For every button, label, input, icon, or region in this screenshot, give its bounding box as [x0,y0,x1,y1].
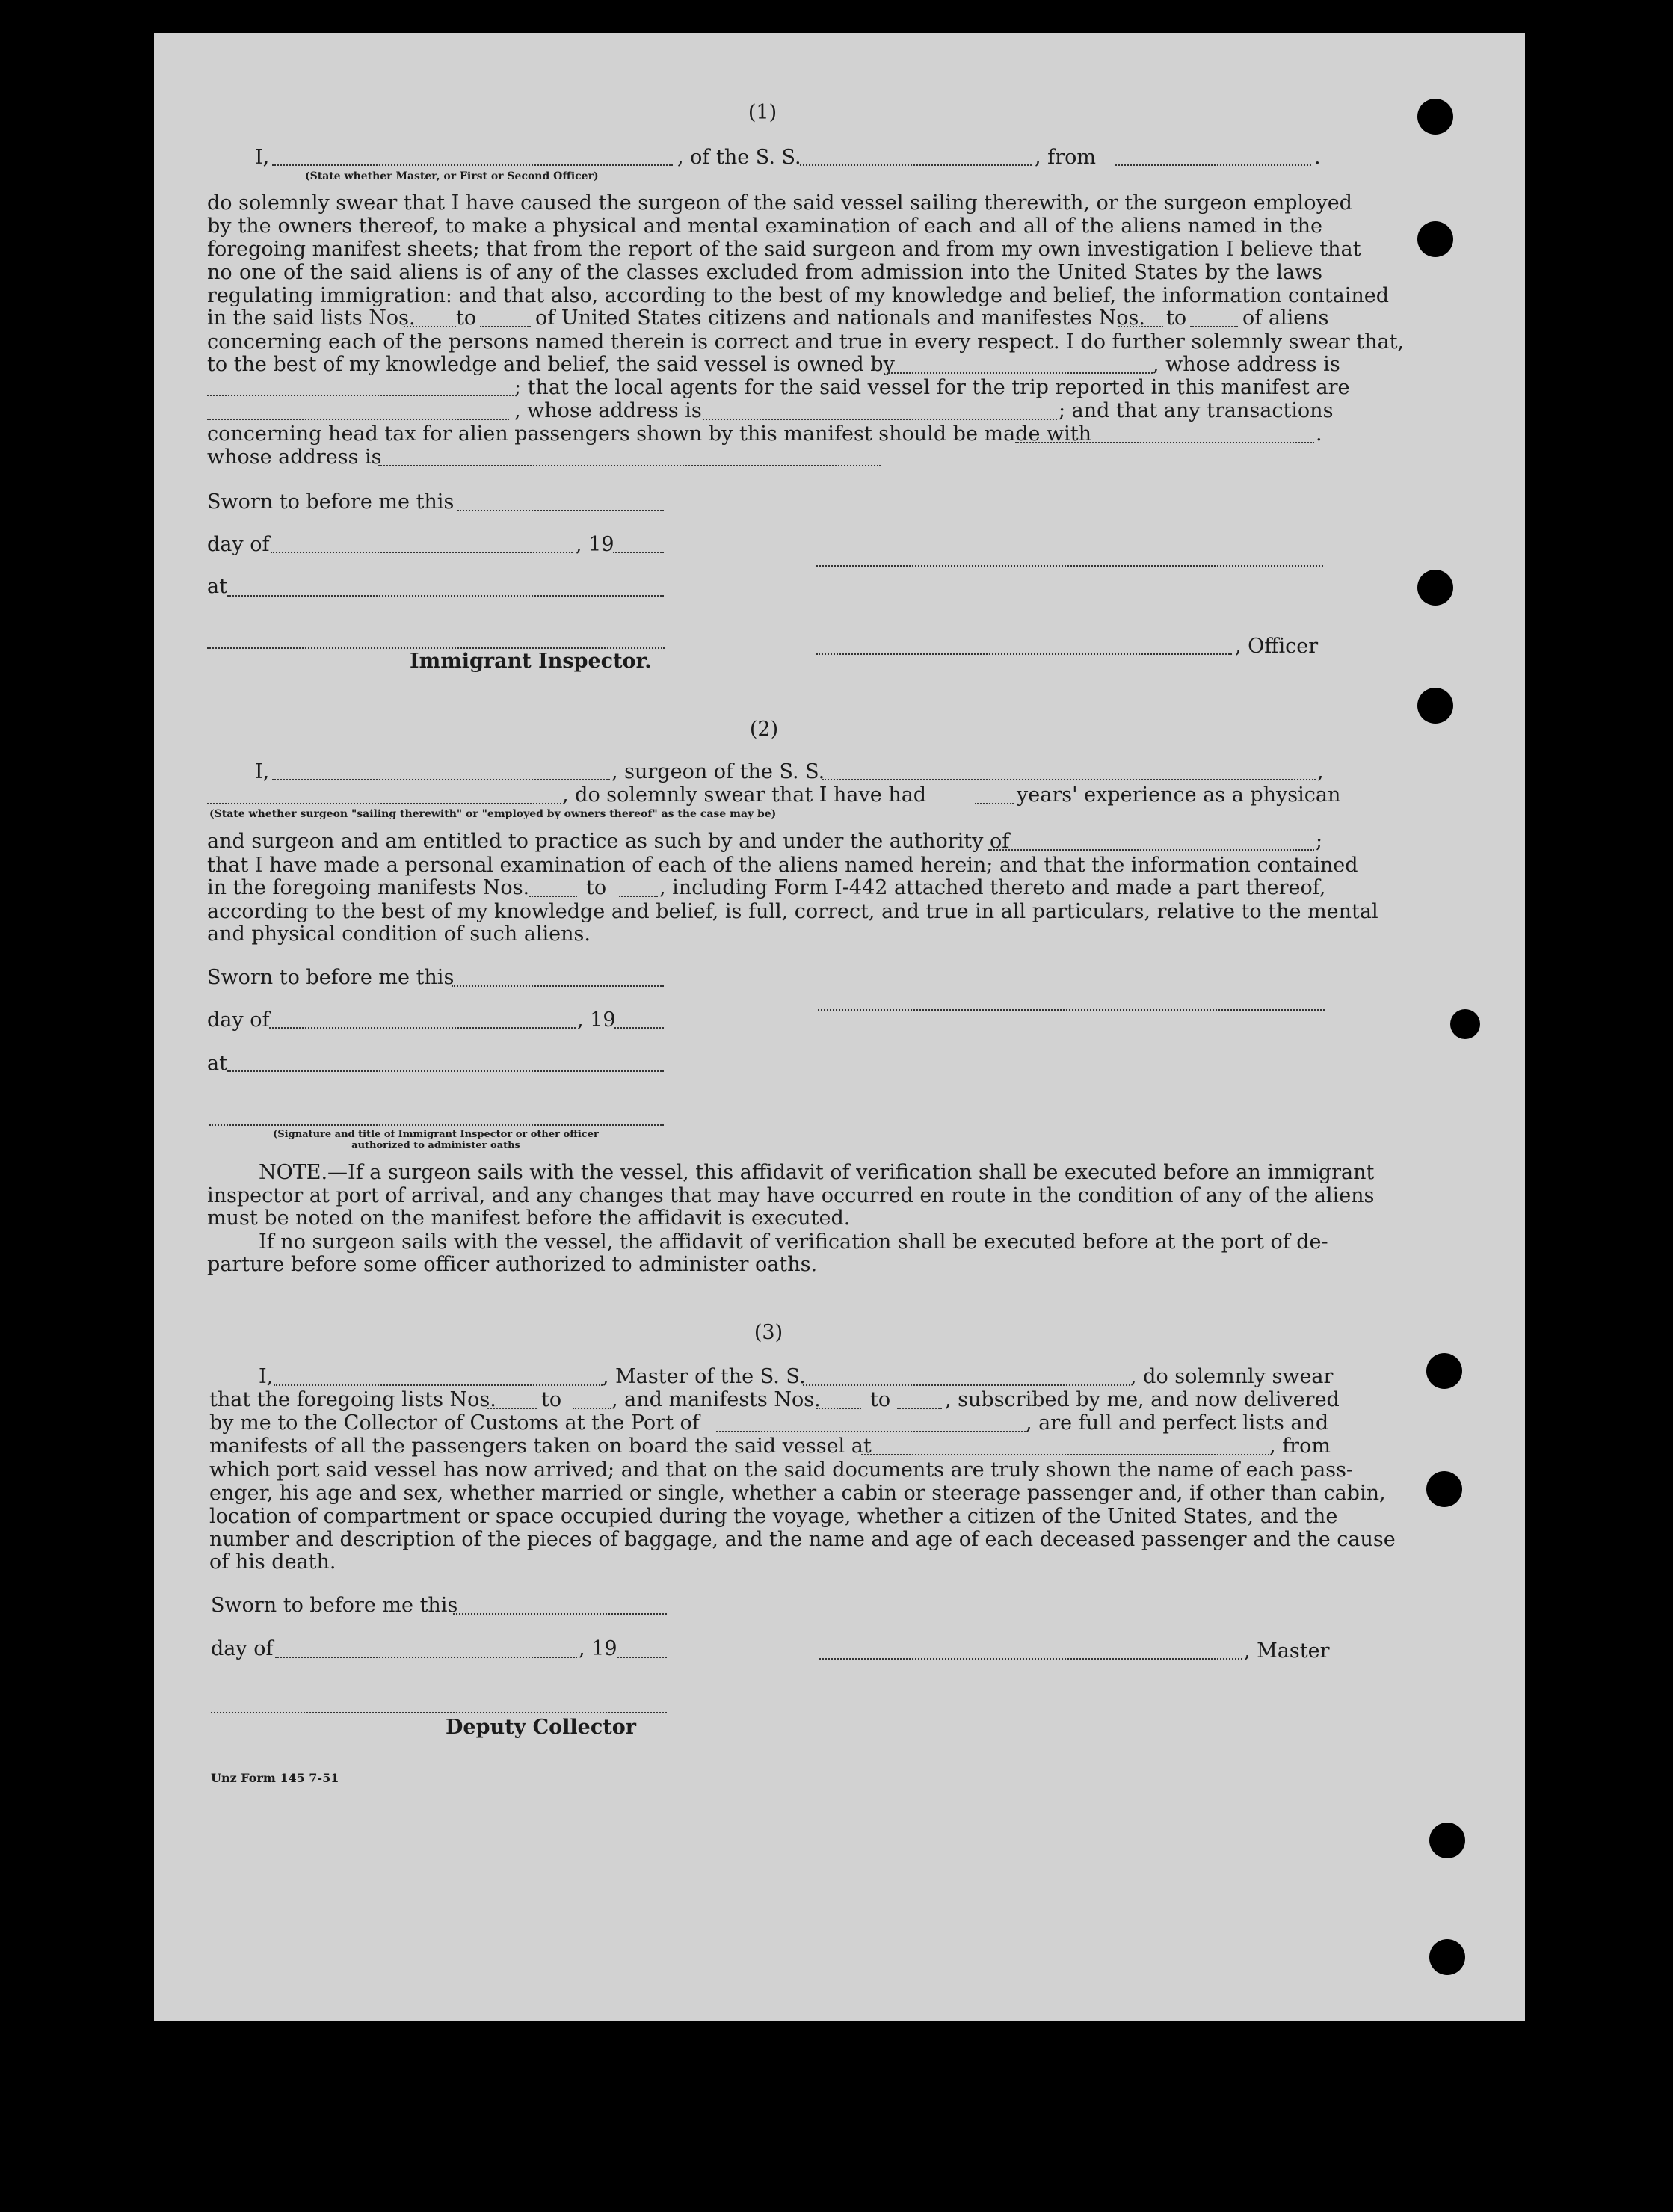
sec2-sworn: Sworn to before me this [207,966,455,989]
sec2-i: I, [255,760,270,783]
form-number: Unz Form 145 7-51 [211,1771,339,1785]
sec2-line: according to the best of my knowledge and belief, is full, correct, and true in all particulars, relative to the mental [207,900,1378,923]
sec2-l5b: , including Form I-442 attached thereto and made a part thereof, [659,876,1326,899]
sec3-l2c: , subscribed by me, and now delivered [945,1388,1340,1411]
master-label: , Master [1244,1639,1330,1663]
sec3-to: to [541,1388,562,1411]
sec2-day-of: day of [207,1008,270,1032]
sec1-l9: ; that the local agents for the said vessel for the trip reported in this manifest are [514,376,1350,399]
port-field[interactable] [716,1431,1026,1432]
year-field[interactable] [613,552,664,553]
sec3-line: location of compartment or space occupied during the voyage, whether a citizen of the United States, and the [209,1505,1338,1528]
sec1-l10a: , whose address is [514,399,702,422]
master-officer-note: (State whether Master, or First or Second Officer) [305,170,599,182]
sec2-swear: , do solemnly swear that I have had [562,783,927,807]
punch-hole [1450,1009,1480,1039]
sec1-l10b: ; and that any transactions [1059,399,1334,422]
section-1-number: (1) [748,101,777,124]
edge-mark [49,1645,53,1666]
section-3-number: (3) [754,1321,783,1344]
day-of-field[interactable] [271,552,573,553]
sec2-manifests-from-field[interactable] [529,896,577,897]
sec2-at-place-field[interactable] [227,1070,664,1072]
lists-to-field[interactable] [480,326,531,327]
punch-hole [1426,1353,1462,1389]
sworn-date-field[interactable] [457,510,664,511]
officer-label: , Officer [1235,635,1319,658]
sec3-day-of: day of [211,1637,274,1660]
sec3-l3a: by me to the Collector of Customs at the Port of [209,1411,700,1435]
sec3-swear: , do solemnly swear [1130,1365,1334,1388]
collector-signature-field[interactable] [211,1712,667,1713]
sec1-l6a: in the said lists Nos. [207,306,416,330]
sec3-to-2: to [870,1388,891,1411]
sec1-line: no one of the said aliens is of any of the classes excluded from admission into the United States by the laws [207,261,1322,284]
punch-hole [1417,221,1453,257]
sec3-manifests-to-field[interactable] [897,1408,942,1409]
note-line: must be noted on the manifest before the affidavit is executed. [207,1207,851,1230]
sec3-master-name-field[interactable] [274,1384,603,1386]
sec1-period: . [1314,146,1321,169]
punch-hole [1417,570,1453,606]
punch-hole [1429,1823,1465,1858]
manifests-from-field[interactable] [1118,326,1163,327]
sec3-l4b: , from [1269,1435,1331,1458]
head-tax-field[interactable] [1015,442,1314,443]
surgeon-type-note: (State whether surgeon "sailing therewith" or "employed by owners thereof" as the case may be) [209,808,777,820]
sec2-day-of-field[interactable] [269,1027,576,1029]
master-name-field[interactable] [272,164,673,166]
sec2-year-field[interactable] [614,1027,664,1029]
sec1-at: at [207,575,227,598]
sec1-i: I, [255,146,270,169]
sec1-line: by the owners thereof, to make a physical and mental examination of each and all of the aliens named in the [207,215,1322,238]
at-place-field[interactable] [227,595,664,597]
sec3-lists-from-field[interactable] [487,1408,537,1409]
deputy-collector-label: Deputy Collector [446,1716,636,1739]
sec1-line: concerning each of the persons named therein is correct and true in every respect. I do further solemnly swear that, [207,330,1405,354]
sec2-to: to [586,876,607,899]
local-agents-field[interactable] [207,419,509,420]
punch-hole [1426,1471,1462,1507]
edge-mark [46,1704,52,1757]
sec2-surgeon-ss: , surgeon of the S. S. [611,760,825,783]
note-line: parture before some officer authorized to administer oaths. [207,1253,818,1276]
sec3-sworn-date-field[interactable] [453,1613,667,1615]
sec3-line-last: of his death. [209,1550,336,1574]
agents-address-field[interactable] [703,419,1057,420]
sec1-l6b: of United States citizens and nationals and manifestes Nos. [535,306,1145,330]
sec1-whose: , whose address is [1153,353,1340,376]
sec3-line: number and description of the pieces of baggage, and the name and age of each deceased passenger and the cause [209,1528,1396,1551]
sec2-l5a: in the foregoing manifests Nos. [207,876,530,899]
sec1-line: foregoing manifest sheets; that from the report of the said surgeon and from my own investigation I believe that [207,238,1361,261]
sec2-manifests-to-field[interactable] [619,896,658,897]
sec3-master-signature-field[interactable] [819,1658,1242,1660]
edge-mark [39,1570,43,1586]
surgeon-type-field[interactable] [207,803,561,804]
manifests-to-field[interactable] [1190,326,1238,327]
sec1-l8a: to the best of my knowledge and belief, the said vessel is owned by [207,353,895,376]
officer-signature-note: (Signature and title of Immigrant Inspector or other officer authorized to administer oaths [273,1129,599,1151]
sec3-l2a: that the foregoing lists Nos. [209,1388,496,1411]
sec2-l3: and surgeon and am entitled to practice as such by and under the authority of [207,830,1010,853]
surgeon-signature-field[interactable] [818,1009,1325,1011]
sec3-manifests-from-field[interactable] [816,1408,861,1409]
sec3-line: enger, his age and sex, whether married or single, whether a cabin or steerage passenger and, if other than cabin, [209,1482,1386,1505]
sec1-to: to [456,306,477,330]
sec3-master-ss: , Master of the S. S. [603,1365,806,1388]
sec3-i: I, [259,1365,274,1388]
sec2-officer-signature-field[interactable] [209,1124,664,1126]
master-signature-field[interactable] [816,565,1323,567]
surgeon-name-field[interactable] [272,779,610,780]
sec1-sworn: Sworn to before me this [207,490,455,514]
sec2-line: that I have made a personal examination of each of the aliens named herein; and that the information contained [207,854,1358,877]
sec1-l11: concerning head tax for alien passengers shown by this manifest should be made with [207,422,1092,446]
note-line: inspector at port of arrival, and any changes that may have occurred en route in the condition of any of the aliens [207,1184,1375,1207]
punch-hole [1429,1939,1465,1975]
sec1-day-of: day of [207,533,270,556]
sec1-line: do solemnly swear that I have caused the surgeon of the said vessel sailing therewith, or the surgeon employed [207,191,1352,215]
owner-field[interactable] [888,372,1153,374]
from-port-field[interactable] [1115,164,1311,166]
embark-port-field[interactable] [861,1454,1269,1455]
sec2-year: , 19 [577,1008,616,1032]
sec2-sworn-date-field[interactable] [452,985,664,987]
section-2-number: (2) [749,718,779,741]
lists-from-field[interactable] [404,326,456,327]
immigrant-inspector-label: Immigrant Inspector. [410,650,652,673]
sec1-l6c: of aliens [1242,306,1329,330]
sec2-vessel-field[interactable] [822,779,1316,780]
sec2-comma: , [1317,760,1324,783]
sec3-year-field[interactable] [617,1657,667,1658]
note-line: NOTE.—If a surgeon sails with the vessel, this affidavit of verification shall be executed before an immigrant [259,1161,1375,1184]
owner-address-field[interactable] [207,395,514,396]
sec1-year: , 19 [576,533,614,556]
vessel-name-field[interactable] [800,164,1032,166]
punch-hole [1417,688,1453,724]
sec3-vessel-field[interactable] [803,1384,1130,1386]
sec3-sworn: Sworn to before me this [211,1594,458,1617]
sec1-to-2: to [1166,306,1187,330]
sec3-day-of-field[interactable] [275,1657,577,1658]
punch-hole [1417,99,1453,135]
sec1-period-2: . [1316,422,1322,446]
sec3-l2b: , and manifests Nos. [611,1388,821,1411]
sec1-line: regulating immigration: and that also, according to the best of my knowledge and belief, the information contained [207,284,1390,307]
sec3-l3b: , are full and perfect lists and [1026,1411,1329,1435]
inspector-signature-field[interactable] [207,647,665,649]
officer-signature-field[interactable] [816,653,1232,655]
sec3-line: which port said vessel has now arrived; and that on the said documents are truly shown the name of each pass- [209,1458,1354,1482]
sec2-at: at [207,1052,227,1075]
sec2-years: years' experience as a physican [1017,783,1341,807]
years-experience-field[interactable] [975,803,1014,804]
sec3-lists-to-field[interactable] [573,1408,611,1409]
sec2-line-last: and physical condition of such aliens. [207,922,591,946]
head-tax-address-field[interactable] [378,465,881,466]
note-line: If no surgeon sails with the vessel, the affidavit of verification shall be executed before at the port of de- [259,1230,1328,1254]
sec1-l12: whose address is [207,446,382,469]
sec3-l4a: manifests of all the passengers taken on board the said vessel at [209,1435,872,1458]
sec3-year: , 19 [579,1637,617,1660]
sec2-semicolon: ; [1316,830,1323,853]
authority-field[interactable] [988,849,1314,851]
sec1-of-ss: , of the S. S. [677,146,801,169]
sec1-from: , from [1035,146,1096,169]
